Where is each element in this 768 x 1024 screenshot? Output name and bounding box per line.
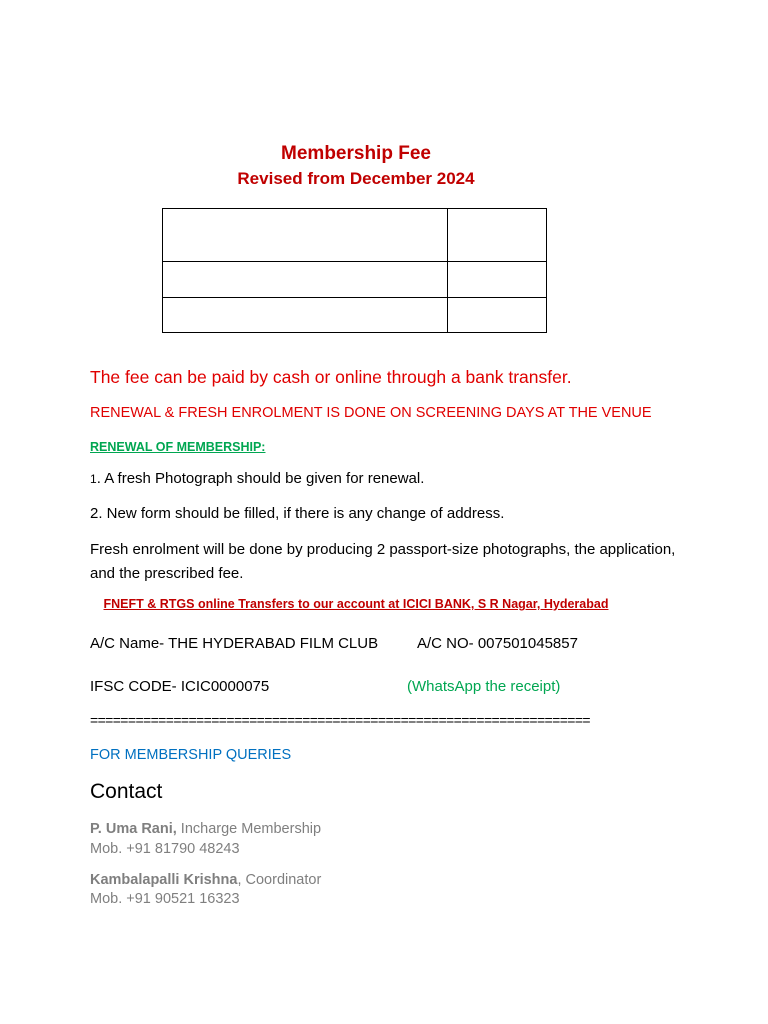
whatsapp-note: (WhatsApp the receipt) [407, 678, 561, 695]
table-cell [163, 262, 448, 298]
contact-name: P. Uma Rani, [90, 821, 177, 837]
ifsc-code: IFSC CODE- ICIC0000075 [90, 678, 270, 695]
item-number: 1 [90, 472, 97, 486]
contact-mobile: Mob. +91 81790 48243 [90, 841, 240, 857]
bank-transfer-heading: FNEFT & RTGS online Transfers to our account at ICICI BANK, S R Nagar, Hyderabad [103, 597, 609, 611]
table-row [163, 262, 547, 298]
renewal-heading: RENEWAL OF MEMBERSHIP: [90, 440, 266, 454]
divider-line: ================================================================== [90, 712, 591, 728]
item-text: . A fresh Photograph should be given for renewal. [96, 470, 425, 487]
contact-name: Kambalapalli Krishna [90, 872, 238, 888]
account-name: A/C Name- THE HYDERABAD FILM CLUB [90, 635, 379, 652]
table-cell [448, 298, 547, 333]
table-row [163, 209, 547, 262]
contact-person [90, 821, 321, 837]
table-row [163, 298, 547, 333]
account-number: A/C NO- 007501045857 [417, 635, 578, 652]
fresh-enrolment-text: Fresh enrolment will be done by producing 2 passport-size photographs, the application, and the prescribed fee. [90, 541, 676, 582]
contact-person [90, 872, 321, 888]
contact-mobile: Mob. +91 90521 16323 [90, 891, 240, 907]
contact-role: , Coordinator [237, 872, 322, 888]
membership-queries-label: FOR MEMBERSHIP QUERIES [90, 747, 292, 763]
venue-note: RENEWAL & FRESH ENROLMENT IS DONE ON SCREENING DAYS AT THE VENUE [90, 405, 652, 421]
contact-heading: Contact [90, 780, 163, 803]
contact-role: Incharge Membership [176, 821, 322, 837]
table-cell [163, 209, 448, 262]
page-subtitle: Revised from December 2024 [237, 169, 475, 188]
payment-note: The fee can be paid by cash or online through a bank transfer. [90, 367, 572, 387]
page-title: Membership Fee [281, 143, 431, 164]
renewal-item-1 [90, 470, 424, 487]
fee-table [162, 208, 547, 333]
table-cell [448, 262, 547, 298]
table-cell [448, 209, 547, 262]
renewal-item-2: 2. New form should be filled, if there is any change of address. [90, 505, 505, 522]
table-cell [163, 298, 448, 333]
